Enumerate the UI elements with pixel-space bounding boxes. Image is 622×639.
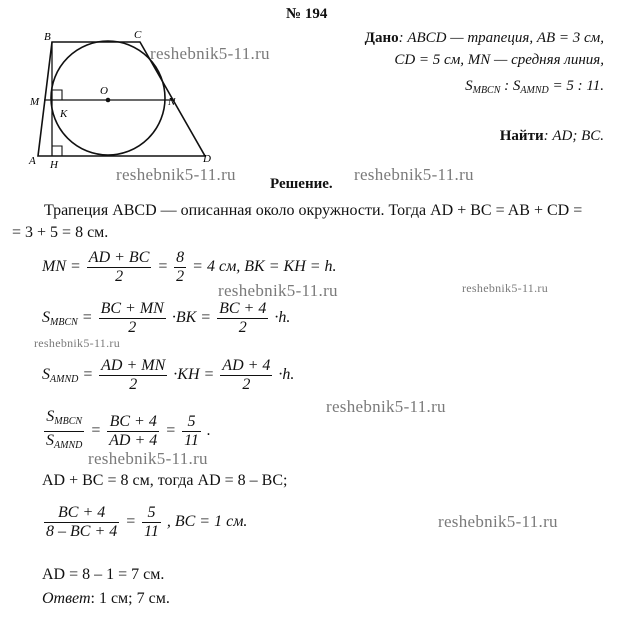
ratio-suffix: = 5 : 11. (548, 78, 604, 94)
final-num: BC + 4 (44, 504, 119, 523)
watermark: reshebnik5-11.ru (150, 44, 270, 63)
formula-s-mbcn (42, 300, 290, 337)
watermark: reshebnik5-11.ru (34, 336, 120, 350)
formula-mn (42, 249, 337, 286)
solution-line-2: = 3 + 5 = 8 см. (12, 224, 109, 241)
watermark: reshebnik5-11.ru (326, 397, 446, 416)
s1-den: 2 (128, 319, 137, 336)
problem-number: № 194 (286, 6, 328, 22)
final-frac-1 (44, 504, 119, 541)
final-rest: , BC = 1 см. (166, 513, 248, 531)
solution-line-1: Трапеция ABCD — описанная около окружности. Тогда AD + BC = AB + CD = (44, 202, 583, 219)
s1-frac-1 (99, 300, 166, 337)
mn-eq: = (157, 258, 169, 276)
ratio-num-s: S (46, 408, 55, 425)
given-line-3 (365, 75, 604, 102)
label-n: N (168, 96, 176, 108)
label-h: H (50, 159, 58, 171)
mn-frac-2 (174, 249, 186, 286)
s2-mid: ·KH = (173, 366, 215, 384)
final-frac-2 (142, 504, 161, 541)
ratio-num2: BC + 4 (107, 413, 159, 432)
answer-text: : 1 см; 7 см. (90, 590, 170, 607)
watermark: reshebnik5-11.ru (116, 165, 236, 184)
label-a: A (29, 155, 36, 167)
final-den: 8 – BC + 4 (46, 523, 118, 540)
watermark: reshebnik5-11.ru (354, 165, 474, 184)
solution-ad-line: AD = 8 – 1 = 7 см. (42, 566, 165, 583)
s2-eq: = (78, 366, 94, 384)
given-label: Дано (364, 30, 399, 46)
final-eq: = (125, 513, 137, 531)
given-line-2: CD = 5 см, MN — средняя линия, (394, 52, 604, 68)
label-c: C (134, 29, 142, 41)
right-angle-k (52, 90, 62, 100)
label-o: O (100, 85, 108, 97)
answer-label: Ответ (42, 590, 91, 607)
solution-sum-line: AD + BC = 8 см, тогда AD = 8 – BC; (42, 472, 288, 489)
watermark: reshebnik5-11.ru (88, 449, 208, 468)
label-b: B (44, 31, 51, 43)
mn-num: AD + BC (88, 249, 150, 266)
find-label: Найти (499, 128, 544, 144)
s1-den2: 2 (238, 319, 247, 336)
find-text: : AD; BC. (543, 128, 604, 144)
s2-lhs: S (42, 366, 50, 384)
s1-num: BC + MN (100, 300, 164, 317)
ratio-frac-1 (44, 408, 84, 455)
label-d: D (203, 153, 211, 165)
s2-den: 2 (129, 376, 138, 393)
mn-frac-1 (87, 249, 152, 286)
ratio-sub2: AMND (520, 85, 549, 96)
formula-ratio (42, 408, 211, 455)
given-block (365, 27, 604, 102)
given-text-1: : ABCD — трапеция, AB = 3 см, (398, 30, 604, 46)
label-m: M (30, 96, 40, 108)
mn-den: 2 (115, 268, 124, 285)
formula-s-amnd (42, 357, 294, 394)
ratio-eq: = (90, 422, 102, 440)
ratio-num3: 5 (182, 413, 201, 432)
solution-heading: Решение. (270, 176, 333, 192)
formula-final (42, 504, 247, 541)
s2-den2: 2 (242, 376, 251, 393)
s1-lhs: S (42, 309, 50, 327)
s1-num2: BC + 4 (219, 300, 267, 317)
label-k: K (60, 108, 68, 120)
ratio-num-sub: MBCN (54, 416, 83, 427)
ratio-den3: 11 (184, 432, 199, 449)
ratio-frac-2 (107, 413, 159, 450)
mn-rest: = 4 см, BK = KH = h. (192, 258, 337, 276)
s1-mid: ·BK = (171, 309, 212, 327)
watermark: reshebnik5-11.ru (462, 281, 548, 295)
mn-den2: 2 (176, 268, 185, 285)
center-point (106, 98, 111, 103)
ratio-sub1: MBCN (472, 85, 501, 96)
ratio-den-sub: AMND (54, 440, 83, 451)
s2-sub: AMND (50, 374, 79, 386)
s1-sub: MBCN (50, 317, 78, 329)
given-line-1 (365, 27, 604, 49)
s2-frac-2 (220, 357, 272, 394)
mn-lhs: MN = (42, 258, 81, 276)
ratio-mid: : S (500, 78, 521, 94)
find-line (500, 125, 604, 147)
s2-num: AD + MN (101, 357, 166, 374)
s2-frac-1 (99, 357, 167, 394)
mn-num2: 8 (176, 249, 185, 266)
s1-eq: = (77, 309, 93, 327)
ratio-s1: S (465, 78, 473, 94)
ratio-frac-3 (182, 413, 201, 450)
watermark: reshebnik5-11.ru (218, 281, 338, 300)
answer-line (42, 590, 170, 608)
final-den2: 11 (144, 523, 159, 540)
final-num2: 5 (142, 504, 161, 523)
ratio-den-s: S (46, 432, 54, 449)
right-angle-h (52, 146, 62, 156)
s2-end: ·h. (278, 366, 295, 384)
ratio-den (44, 432, 84, 455)
s1-end: ·h. (274, 309, 291, 327)
ratio-eq2: = (165, 422, 177, 440)
s2-num2: AD + 4 (222, 357, 271, 374)
ratio-end: . (206, 422, 211, 440)
ratio-den2: AD + 4 (109, 432, 158, 449)
s1-frac-2 (217, 300, 268, 337)
ratio-num (44, 408, 84, 432)
watermark: reshebnik5-11.ru (438, 512, 558, 531)
